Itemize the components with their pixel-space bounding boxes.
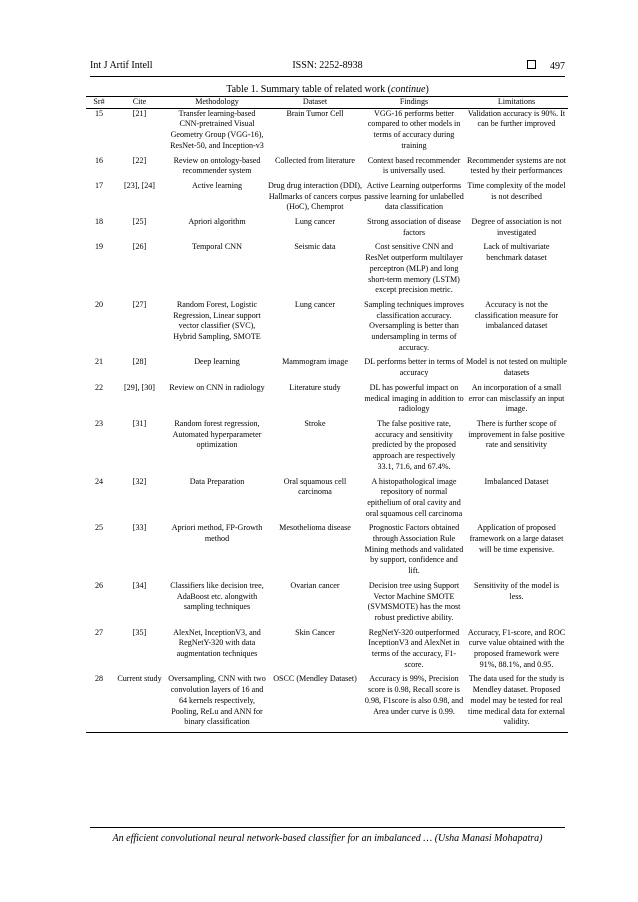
table-cell: 15 (94, 108, 104, 118)
table-cell: 27 (94, 627, 104, 637)
summary-table (86, 96, 568, 733)
table-cell: Active Learning outperforms passive learning for unlabelled data classification (364, 180, 464, 212)
table-row (86, 300, 568, 358)
table-cell: 18 (94, 217, 104, 227)
checkbox-square-icon (527, 60, 536, 69)
table-cell: There is further scope of improvement in false positive rate and sensitivity (468, 418, 565, 450)
table-row (86, 383, 568, 419)
header-rule (90, 76, 565, 77)
table-cell: An incorporation of a small error can misclassify an input image. (468, 382, 565, 414)
table-cell: A histopathological image repository of normal epithelium of oral cavity and oral squamous cell carcinoma (365, 476, 463, 518)
table-cell: Stroke (304, 418, 326, 428)
table-cell: 22 (94, 382, 104, 392)
table-cell: [33] (132, 523, 147, 533)
table-cell: Degree of association is not investigated (471, 217, 562, 237)
table-cell: DL has powerful impact on medical imaging in addition to radiology (364, 382, 464, 414)
table-cell: 28 (86, 674, 112, 732)
table-cell: 24 (94, 476, 104, 486)
table-cell: [25] (132, 217, 147, 227)
table-row (86, 581, 568, 628)
table-cell: Apriori algorithm (188, 217, 246, 227)
caption-italic: continue (391, 84, 426, 95)
table-cell: [35] (132, 627, 147, 637)
table-cell: Imbalanced Dataset (484, 476, 549, 486)
table-cell: Apriori method, FP-Growth method (171, 523, 263, 544)
table-row (86, 477, 568, 524)
table-cell: Accuracy, F1-score, and ROC curve value obtained with the proposed framework were 91%, 88.1%, and 0.95. (467, 627, 566, 669)
table-cell: [21] (132, 108, 147, 118)
table-row (86, 108, 568, 155)
table-cell: [28] (132, 357, 147, 367)
table-cell: Random Forest, Logistic Regression, Linear support vector classifier (SVC), Hybrid Sampling, SMOTE (173, 299, 261, 342)
page-header (90, 60, 565, 74)
table-cell: [34] (132, 580, 147, 590)
table-cell: [23], [24] (123, 180, 155, 190)
table-row (86, 217, 568, 242)
table-cell: [27] (132, 299, 147, 309)
table-cell: Classifiers like decision tree, AdaBoost etc. alongwith sampling techniques (170, 580, 264, 612)
table-cell: Review on ontology-based recommender system (173, 155, 261, 176)
table-cell: 17 (94, 180, 104, 190)
table-cell: 23 (94, 418, 104, 428)
table-cell: The data used for the study is Mendley dataset. Proposed model may be tested for real time medical data for external validity. (465, 674, 568, 732)
table-cell: Collected from literature (274, 155, 355, 165)
table-cell: Recommender systems are not tested by their performances (466, 155, 567, 176)
table-cell: 21 (94, 357, 104, 367)
table-cell: 20 (94, 299, 104, 309)
table-cell: [31] (132, 418, 147, 428)
table-cell: Oversampling, CNN with two convolution layers of 16 and 64 kernels respectively, Pooling, ReLu and ANN for binary classification (167, 674, 267, 732)
table-cell: DL performs better in terms of accuracy (364, 357, 464, 378)
table-cell: RegNetY-320 outperformed InceptionV3 and AlexNet in terms of the accuracy, F1-score. (368, 627, 460, 669)
table-row (86, 523, 568, 581)
table-cell: Active learning (191, 180, 243, 190)
table-body (86, 108, 568, 732)
table-cell: Brain Tumor Cell (286, 108, 344, 118)
column-header: Cite (112, 97, 167, 109)
column-header: Dataset (267, 97, 363, 109)
caption-suffix: ) (425, 84, 429, 95)
table-cell: Literature study (289, 382, 341, 392)
table-row (86, 357, 568, 382)
column-header: Limitations (465, 97, 568, 109)
header-right (527, 60, 565, 72)
table-cell: 16 (94, 155, 104, 165)
table-cell: Lung cancer (294, 217, 336, 227)
table-caption (90, 84, 565, 95)
table-cell: Sensitivity of the model is less. (474, 580, 559, 601)
table-cell: Accuracy is not the classification measure for imbalanced dataset (474, 299, 559, 331)
table-cell: [32] (132, 476, 147, 486)
table-cell: [22] (132, 155, 147, 165)
table-cell: Oral squamous cell carcinoma (283, 476, 347, 497)
table-row (86, 242, 568, 300)
table-cell: Application of proposed framework on a large dataset will be time expensive. (469, 523, 564, 554)
table-cell: OSCC (Mendley Dataset) (267, 674, 363, 732)
table-row (86, 181, 568, 217)
table-cell: Temporal CNN (191, 242, 242, 252)
table-cell: Prognostic Factors obtained through Association Rule Mining methods and validated by support, confidence and lift. (364, 523, 464, 576)
table-row (86, 156, 568, 181)
column-header: Sr# (86, 97, 112, 109)
table-cell: 26 (94, 580, 104, 590)
table-cell: Review on CNN in radiology (169, 382, 265, 392)
page-footer: An efficient convolutional neural network-based classifier for an imbalanced … (Usha Manasi Mohapatra) (112, 833, 543, 844)
table-cell: [26] (132, 242, 147, 252)
table-cell: Ovarian cancer (290, 580, 340, 590)
table-cell: Transfer learning-based CNN-pretrained Visual Geometry Group (VGG-16), ResNet-50, and Inception-v3 (170, 108, 264, 150)
table-header-row (86, 97, 568, 109)
table-cell: 19 (94, 242, 104, 252)
journal-name: Int J Artif Intell (90, 60, 153, 71)
table-cell: Current study (112, 674, 167, 732)
column-header: Findings (363, 97, 465, 109)
table-cell: Cost sensitive CNN and ResNet outperform multilayer perceptron (MLP) and long short-term memory (LSTM) except precision metric. (365, 242, 463, 295)
table-cell: Time complexity of the model is not described (467, 180, 566, 201)
table-cell: Mesothelioma disease (279, 523, 351, 533)
table-cell: Sampling techniques improves classification accuracy. Oversampling is better than undersampling in terms of accuracy. (364, 299, 464, 352)
table-cell: Mammogram image (282, 357, 348, 367)
table-cell: Validation accuracy is 90%. It can be further improved (467, 108, 566, 129)
page-number: 497 (550, 61, 565, 72)
table-cell: Random forest regression, Automated hyperparameter optimization (172, 418, 262, 450)
table-cell: Drug drug interaction (DDI), Hallmarks of cancers corpus (HoC), Chemprot (268, 180, 362, 212)
table-cell: AlexNet, InceptionV3, and RegNetY-320 with data augmentation techniques (173, 627, 261, 659)
table-row (86, 419, 568, 477)
column-header: Methodology (167, 97, 267, 109)
issn: ISSN: 2252-8938 (292, 60, 363, 71)
table-row (86, 628, 568, 675)
table-cell: The false positive rate, accuracy and sensitivity predicted by the proposed approach are respectively 33.1, 71.6, and 67.4%. (372, 418, 456, 471)
table-cell: Deep learning (194, 357, 240, 367)
table-cell: Lung cancer (294, 299, 336, 309)
table-row (86, 674, 568, 732)
table-cell: Accuracy is 99%, Precision score is 0.98, Recall score is 0.98, F1score is also 0.98, and Area under curve is 0.99. (363, 674, 465, 732)
table-cell: Context based recommender is universally used. (367, 155, 461, 176)
table-cell: Skin Cancer (295, 627, 335, 637)
table-cell: Model is not tested on multiple datasets (466, 357, 567, 378)
table-cell: 25 (94, 523, 104, 533)
table-cell: Seismic data (294, 242, 336, 252)
footer-rule (90, 827, 565, 828)
caption-prefix: Table 1. Summary table of related work ( (226, 84, 392, 95)
table-cell: [29], [30] (123, 382, 155, 392)
table-cell: Decision tree using Support Vector Machine SMOTE (SVMSMOTE) has the most robust predictive ability. (367, 580, 461, 622)
table-cell: Lack of multivariate benchmark dataset (483, 242, 550, 263)
table-cell: Strong association of disease factors (367, 217, 461, 237)
table-cell: Data Preparation (189, 476, 245, 486)
table-cell: VGG-16 performs better compared to other models in terms of accuracy during training (367, 108, 461, 150)
